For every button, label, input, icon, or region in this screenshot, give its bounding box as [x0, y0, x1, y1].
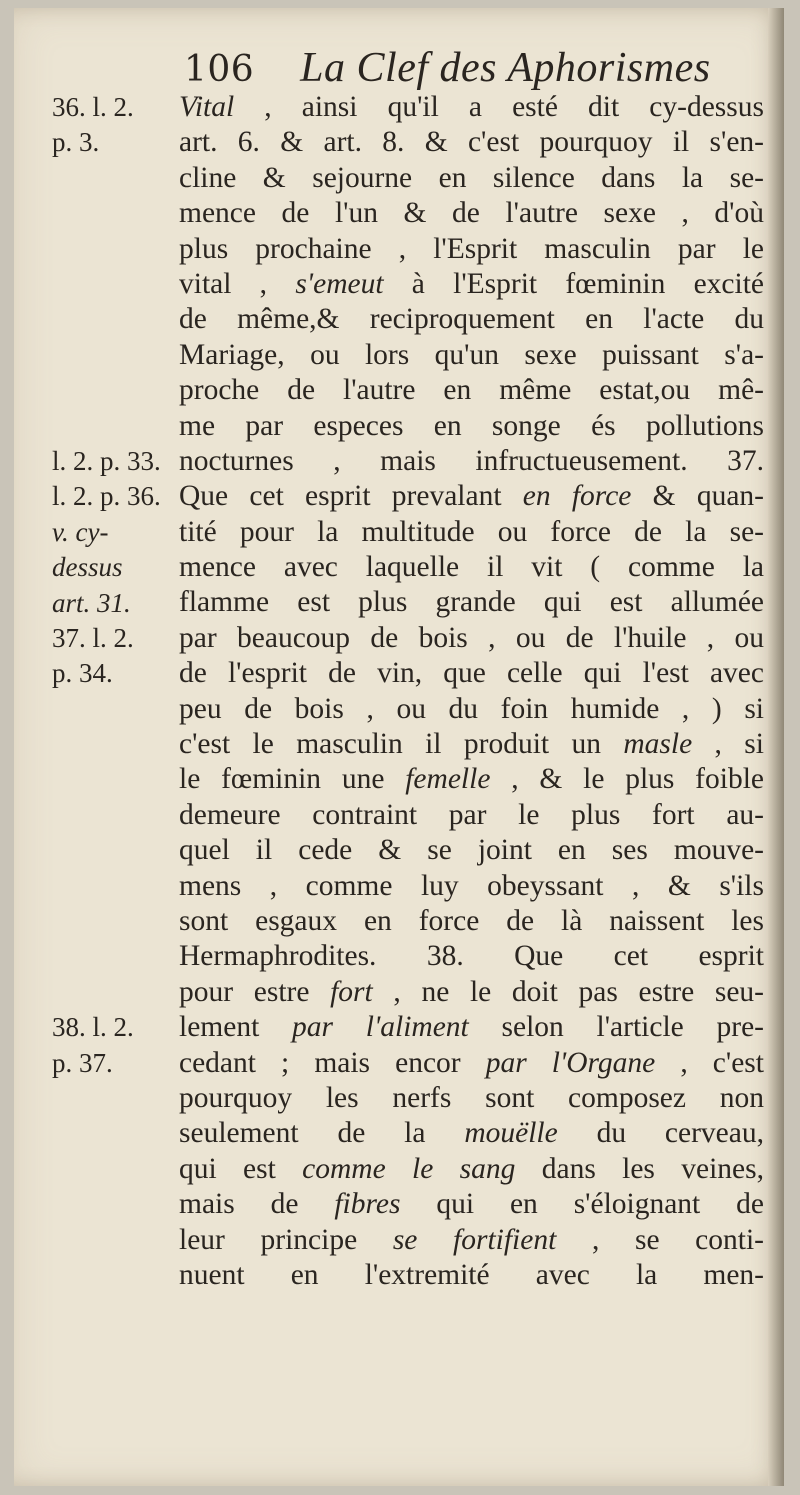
text-segment: plus prochaine , l'Esprit masculin par le [179, 232, 764, 265]
book-page [14, 8, 784, 1486]
margin-note: p. 37. [52, 1047, 113, 1078]
italic-segment: par l'aliment [292, 1011, 469, 1044]
text-segment: à l'Esprit fœminin excité [383, 267, 764, 300]
text-line [179, 869, 764, 904]
italic-segment: se fortifient [392, 1223, 557, 1256]
margin-note: p. 3. [52, 127, 100, 158]
text-segment: nuent en l'extremité avec la men- [179, 1258, 764, 1291]
text-line [179, 232, 764, 267]
text-line [179, 196, 764, 231]
margin-note: dessus [52, 552, 123, 583]
text-segment: flamme est plus grande qui est allumée [179, 586, 764, 619]
text-line [179, 1081, 764, 1116]
page-gutter-shadow [768, 8, 784, 1486]
text-segment: proche de l'autre en même estat,ou mê- [179, 374, 764, 407]
italic-segment: fort [330, 975, 373, 1008]
text-line [179, 939, 764, 974]
text-segment: mais de [179, 1188, 335, 1221]
text-line [179, 1187, 764, 1222]
margin-note: v. cy- [52, 516, 109, 547]
text-segment: de même,& reciproquement en l'acte du [179, 303, 764, 336]
text-segment: quel il cede & se joint en ses mouve- [179, 834, 764, 867]
text-segment: qui en s'éloignant de [400, 1188, 764, 1221]
text-segment: Mariage, ou lors qu'un sexe puissant s'a- [179, 338, 764, 371]
margin-note: p. 34. [52, 658, 113, 689]
italic-segment: femelle [405, 763, 491, 796]
text-line [179, 656, 764, 691]
text-line [179, 1010, 764, 1045]
text-segment: peu de bois , ou du foin humide , ) si [179, 692, 764, 725]
text-line [179, 1258, 764, 1293]
text-segment: selon l'article pre- [468, 1011, 764, 1044]
running-header [184, 44, 744, 92]
text-segment: de l'esprit de vin, que celle qui l'est avec [179, 657, 764, 690]
text-line [179, 267, 764, 302]
text-segment: mence de l'un & de l'autre sexe , d'où [179, 197, 764, 230]
italic-segment: masle [623, 728, 693, 761]
text-line [179, 338, 764, 373]
text-line [179, 621, 764, 656]
text-segment: , ne le doit pas estre seu- [372, 975, 764, 1008]
text-line [179, 1116, 764, 1151]
margin-note: l. 2. p. 33. [52, 446, 161, 476]
italic-segment: Vital [179, 91, 235, 123]
body-text [179, 90, 764, 1293]
text-segment: , c'est [655, 1046, 764, 1079]
text-segment: seulement de la [179, 1117, 465, 1150]
italic-segment: par l'Organe [485, 1046, 656, 1079]
text-segment: lement [179, 1011, 293, 1044]
text-line [179, 975, 764, 1010]
text-segment: & quan- [631, 480, 764, 513]
text-line [179, 90, 764, 125]
text-segment: , & le plus foible [490, 763, 764, 796]
text-line [179, 444, 764, 479]
page-number: 106 [184, 49, 255, 90]
text-segment: Hermaphrodites. 38. Que cet esprit [179, 940, 764, 973]
text-segment: sont esgaux en force de là naissent les [179, 904, 764, 937]
italic-segment: mouëlle [464, 1117, 558, 1150]
text-line [179, 515, 764, 550]
text-segment: du cerveau, [557, 1117, 764, 1150]
text-line [179, 762, 764, 797]
text-line [179, 125, 764, 160]
margin-note: 37. l. 2. [52, 623, 134, 653]
text-segment: par beaucoup de bois , ou de l'huile , ou [179, 621, 764, 654]
text-segment: mence avec laquelle il vit ( comme la [179, 551, 764, 584]
margin-note: art. 31. [52, 587, 131, 618]
text-segment: cline & sejourne en silence dans la se- [179, 161, 764, 194]
text-segment: me par especes en songe és pollutions [179, 409, 764, 442]
italic-segment: fibres [334, 1188, 401, 1221]
text-segment: Que cet esprit prevalant [179, 480, 523, 513]
margin-note: 36. l. 2. [52, 92, 134, 122]
text-line [179, 479, 764, 514]
text-segment: vital , [179, 267, 296, 300]
text-segment: leur principe [179, 1223, 393, 1256]
text-segment: cedant ; mais encor [179, 1046, 486, 1079]
running-title: La Clef des Aphorismes [300, 45, 711, 91]
margin-note: 38. l. 2. [52, 1012, 134, 1043]
italic-segment: s'emeut [295, 267, 384, 300]
text-segment: le fœminin une [179, 763, 406, 796]
text-segment: , ainsi qu'il a esté dit cy-dessus [234, 91, 764, 123]
italic-segment: en force [522, 480, 632, 513]
text-line [179, 904, 764, 939]
text-line [179, 373, 764, 408]
text-segment: pour estre [179, 975, 331, 1008]
text-line [179, 1046, 764, 1081]
text-segment: qui est [179, 1152, 303, 1185]
text-segment: , si [692, 728, 764, 761]
text-line [179, 409, 764, 444]
text-segment: demeure contraint par le plus fort au- [179, 798, 764, 831]
italic-segment: comme le sang [302, 1152, 516, 1185]
text-segment: tité pour la multitude ou force de la se- [179, 515, 764, 548]
text-line [179, 833, 764, 868]
text-segment: art. 6. & art. 8. & c'est pourquoy il s'en- [179, 126, 764, 159]
text-segment: dans les veines, [515, 1152, 764, 1185]
text-segment: c'est le masculin il produit un [179, 728, 624, 761]
text-line [179, 1223, 764, 1258]
text-line [179, 727, 764, 762]
text-line [179, 550, 764, 585]
text-line [179, 692, 764, 727]
text-segment: nocturnes , mais infructueusement. 37. [179, 444, 764, 477]
text-line [179, 302, 764, 337]
text-segment: mens , comme luy obeyssant , & s'ils [179, 869, 764, 902]
text-line [179, 1152, 764, 1187]
text-line [179, 585, 764, 620]
text-line [179, 161, 764, 196]
text-segment: , se conti- [556, 1223, 764, 1256]
margin-note: l. 2. p. 36. [52, 481, 161, 512]
text-segment: pourquoy les nerfs sont composez non [179, 1081, 764, 1114]
text-line [179, 798, 764, 833]
